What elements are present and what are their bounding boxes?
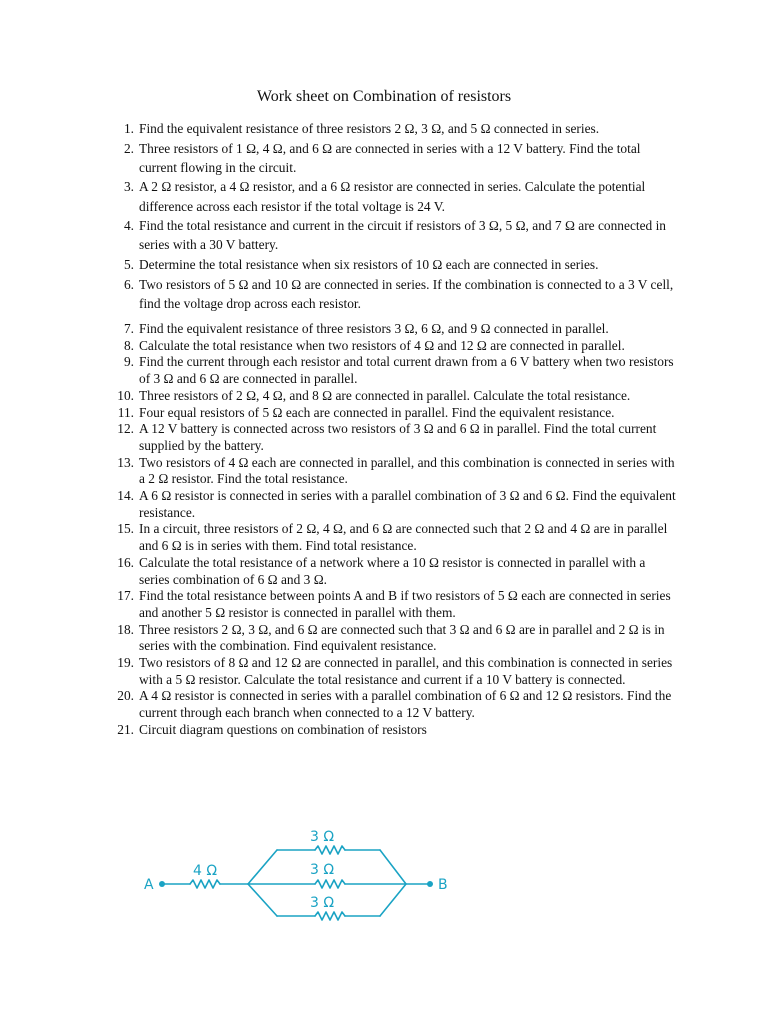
question-text: Find the total resistance between points A and B if two resistors of 5 Ω each are connected in series and another 5 Ω resistor is connected in parallel with them. [139, 588, 671, 620]
question-text: Three resistors of 2 Ω, 4 Ω, and 8 Ω are connected in parallel. Calculate the total resistance. [139, 387, 631, 403]
question-number: 17. [117, 588, 134, 604]
node-a-dot [159, 881, 165, 887]
question-number: 8. [123, 337, 134, 353]
question-text: Four equal resistors of 5 Ω each are connected in parallel. Find the equivalent resistance. [139, 404, 615, 420]
question-item [112, 455, 678, 488]
label-series-resistor: 4 Ω [193, 863, 218, 879]
question-item [112, 275, 678, 313]
question-text: Find the total resistance and current in the circuit if resistors of 3 Ω, 5 Ω, and 7 Ω are connected in series with a 30 V battery. [139, 218, 667, 253]
question-item [112, 421, 678, 454]
question-number: 6. [123, 276, 134, 292]
question-number: 15. [117, 521, 134, 537]
question-number: 20. [117, 688, 134, 704]
label-top-resistor: 3 Ω [310, 829, 335, 845]
question-number: 5. [123, 256, 134, 272]
question-number: 4. [123, 218, 134, 234]
question-number: 16. [117, 554, 134, 570]
question-text: Three resistors 2 Ω, 3 Ω, and 6 Ω are connected such that 3 Ω and 6 Ω are in parallel and 2 Ω is in series with the combination. Find equivalent resistance. [139, 621, 665, 654]
question-text: Circuit diagram questions on combination of resistors [139, 721, 427, 737]
question-text: Three resistors of 1 Ω, 4 Ω, and 6 Ω are connected in series with a 12 V battery. Find the total current flowing in the circuit. [139, 140, 641, 175]
question-text: Find the equivalent resistance of three resistors 2 Ω, 3 Ω, and 5 Ω connected in series. [139, 121, 600, 136]
question-item [112, 119, 678, 138]
question-number: 9. [123, 354, 134, 370]
question-number: 13. [117, 454, 134, 470]
page-title: Work sheet on Combination of resistors [256, 88, 512, 105]
question-item [112, 588, 678, 621]
question-text: Calculate the total resistance of a network where a 10 Ω resistor is connected in parallel with a series combination of 6 Ω and 3 Ω. [139, 554, 646, 587]
question-item [112, 216, 678, 254]
question-number: 2. [123, 140, 134, 156]
question-item [112, 622, 678, 655]
circuit-diagram [140, 823, 460, 923]
bottom-resistor-symbol [315, 912, 345, 920]
question-number: 14. [117, 488, 134, 504]
question-text: A 6 Ω resistor is connected in series with a parallel combination of 3 Ω and 6 Ω. Find the equivalent resistance. [139, 488, 676, 520]
question-number: 7. [123, 321, 134, 336]
node-b-dot [427, 881, 433, 887]
question-item [112, 338, 678, 355]
question-item [112, 388, 678, 405]
label-point-b: B [438, 877, 448, 893]
question-text: A 4 Ω resistor is connected in series with a parallel combination of 6 Ω and 12 Ω resistors. Find the current through each branch when connected to a 12 V battery. [139, 688, 672, 721]
question-item [112, 255, 678, 274]
question-text: Two resistors of 5 Ω and 10 Ω are connected in series. If the combination is connected to a 3 V cell, find the voltage drop across each resistor. [139, 276, 674, 311]
question-item [112, 655, 678, 688]
question-list-part1 [112, 119, 678, 313]
question-number: 10. [117, 387, 134, 403]
question-item [112, 354, 678, 387]
question-text: Calculate the total resistance when two resistors of 4 Ω and 12 Ω are connected in parallel. [139, 337, 625, 353]
question-item [112, 722, 678, 739]
wire-left-down [248, 884, 277, 916]
wire-left-up [248, 850, 277, 884]
question-item [112, 139, 678, 177]
question-number: 21. [117, 721, 134, 737]
question-item [112, 177, 678, 215]
question-number: 3. [123, 179, 134, 195]
label-middle-resistor: 3 Ω [310, 862, 335, 878]
middle-resistor-symbol [315, 880, 345, 888]
wire-right-up [380, 850, 406, 884]
question-list-part2 [112, 321, 678, 739]
question-number: 19. [117, 655, 134, 671]
question-item [112, 521, 678, 554]
question-number: 1. [123, 121, 134, 136]
series-resistor-symbol [190, 880, 220, 888]
question-text: Find the current through each resistor and total current drawn from a 6 V battery when two resistors of 3 Ω and 6 Ω are connected in parallel. [139, 354, 674, 387]
question-number: 18. [117, 621, 134, 637]
question-text: In a circuit, three resistors of 2 Ω, 4 Ω, and 6 Ω are connected such that 2 Ω and 4 Ω are in parallel and 6 Ω is in series with them. Find total resistance. [139, 521, 668, 554]
label-point-a: A [144, 877, 154, 893]
question-text: A 2 Ω resistor, a 4 Ω resistor, and a 6 Ω resistor are connected in series. Calculate the potential difference across each resistor if the total voltage is 24 V. [139, 179, 646, 214]
label-bottom-resistor: 3 Ω [310, 895, 335, 911]
question-item [112, 688, 678, 721]
question-number: 11. [117, 404, 134, 420]
top-resistor-symbol [315, 846, 345, 854]
question-item [112, 405, 678, 422]
question-text: Find the equivalent resistance of three resistors 3 Ω, 6 Ω, and 9 Ω connected in parallel. [139, 321, 609, 336]
question-item [112, 488, 678, 521]
question-text: A 12 V battery is connected across two resistors of 3 Ω and 6 Ω in parallel. Find the total current supplied by the battery. [139, 421, 657, 453]
wire-right-down [380, 884, 406, 916]
question-text: Two resistors of 4 Ω each are connected in parallel, and this combination is connected in series with a 2 Ω resistor. Find the total resistance. [139, 454, 675, 487]
question-text: Two resistors of 8 Ω and 12 Ω are connected in parallel, and this combination is connected in series with a 5 Ω resistor. Calculate the total resistance and current if a 10 V battery is connected. [139, 655, 673, 687]
question-text: Determine the total resistance when six resistors of 10 Ω each are connected in series. [139, 256, 599, 272]
question-item [112, 555, 678, 588]
question-item [112, 321, 678, 338]
question-number: 12. [117, 421, 134, 437]
